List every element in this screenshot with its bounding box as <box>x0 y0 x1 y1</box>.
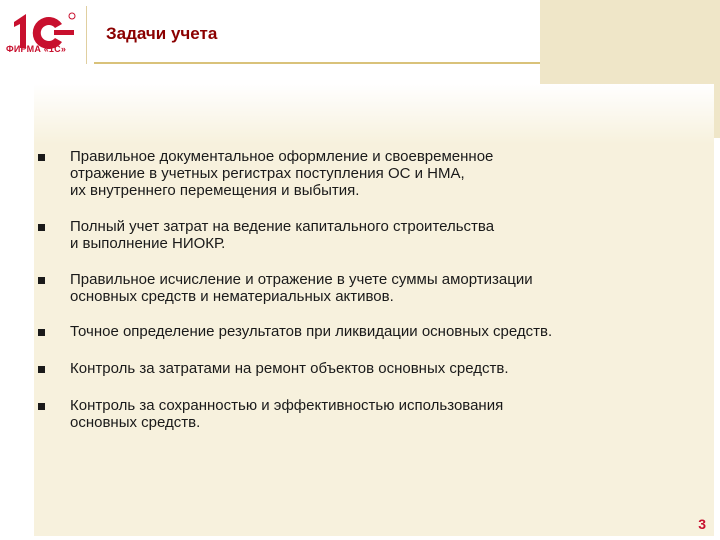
page-title: Задачи учета <box>106 24 218 43</box>
list-item-text: и выполнение НИОКР. <box>70 235 226 252</box>
list-item-text: Контроль за затратами на ремонт объектов основных средств. <box>70 360 509 377</box>
list-item <box>38 323 698 340</box>
list-item-text: Правильное исчисление и отражение в учете суммы амортизации <box>70 271 533 288</box>
page-number: 3 <box>698 516 706 532</box>
list-item-text: их внутреннего перемещения и выбытия. <box>70 182 360 199</box>
list-item-text: Точное определение результатов при ликвидации основных средств. <box>70 323 553 340</box>
logo-text: ФИРМА «1С» <box>6 44 67 54</box>
list-item <box>38 218 698 252</box>
list-item-text: Полный учет затрат на ведение капитального строительства <box>70 218 495 235</box>
list-item-text: Контроль за сохранностью и эффективностью использования <box>70 397 504 414</box>
1c-logo <box>8 8 80 64</box>
square-bullet-icon <box>38 403 45 410</box>
title-underline <box>94 62 546 64</box>
square-bullet-icon <box>38 224 45 231</box>
square-bullet-icon <box>38 366 45 373</box>
list-item-text: отражение в учетных регистрах поступления ОС и НМА, <box>70 165 465 182</box>
list-item-text: Правильное документальное оформление и своевременное <box>70 148 494 165</box>
list-item <box>38 360 698 377</box>
list-item-text: основных средств. <box>70 414 201 431</box>
list-item <box>38 397 698 431</box>
square-bullet-icon <box>38 154 45 161</box>
square-bullet-icon <box>38 329 45 336</box>
list-item <box>38 271 698 305</box>
square-bullet-icon <box>38 277 45 284</box>
bullet-list <box>38 148 698 431</box>
header-divider <box>86 6 87 64</box>
list-item-text: основных средств и нематериальных активов. <box>70 288 394 305</box>
list-item <box>38 148 698 199</box>
